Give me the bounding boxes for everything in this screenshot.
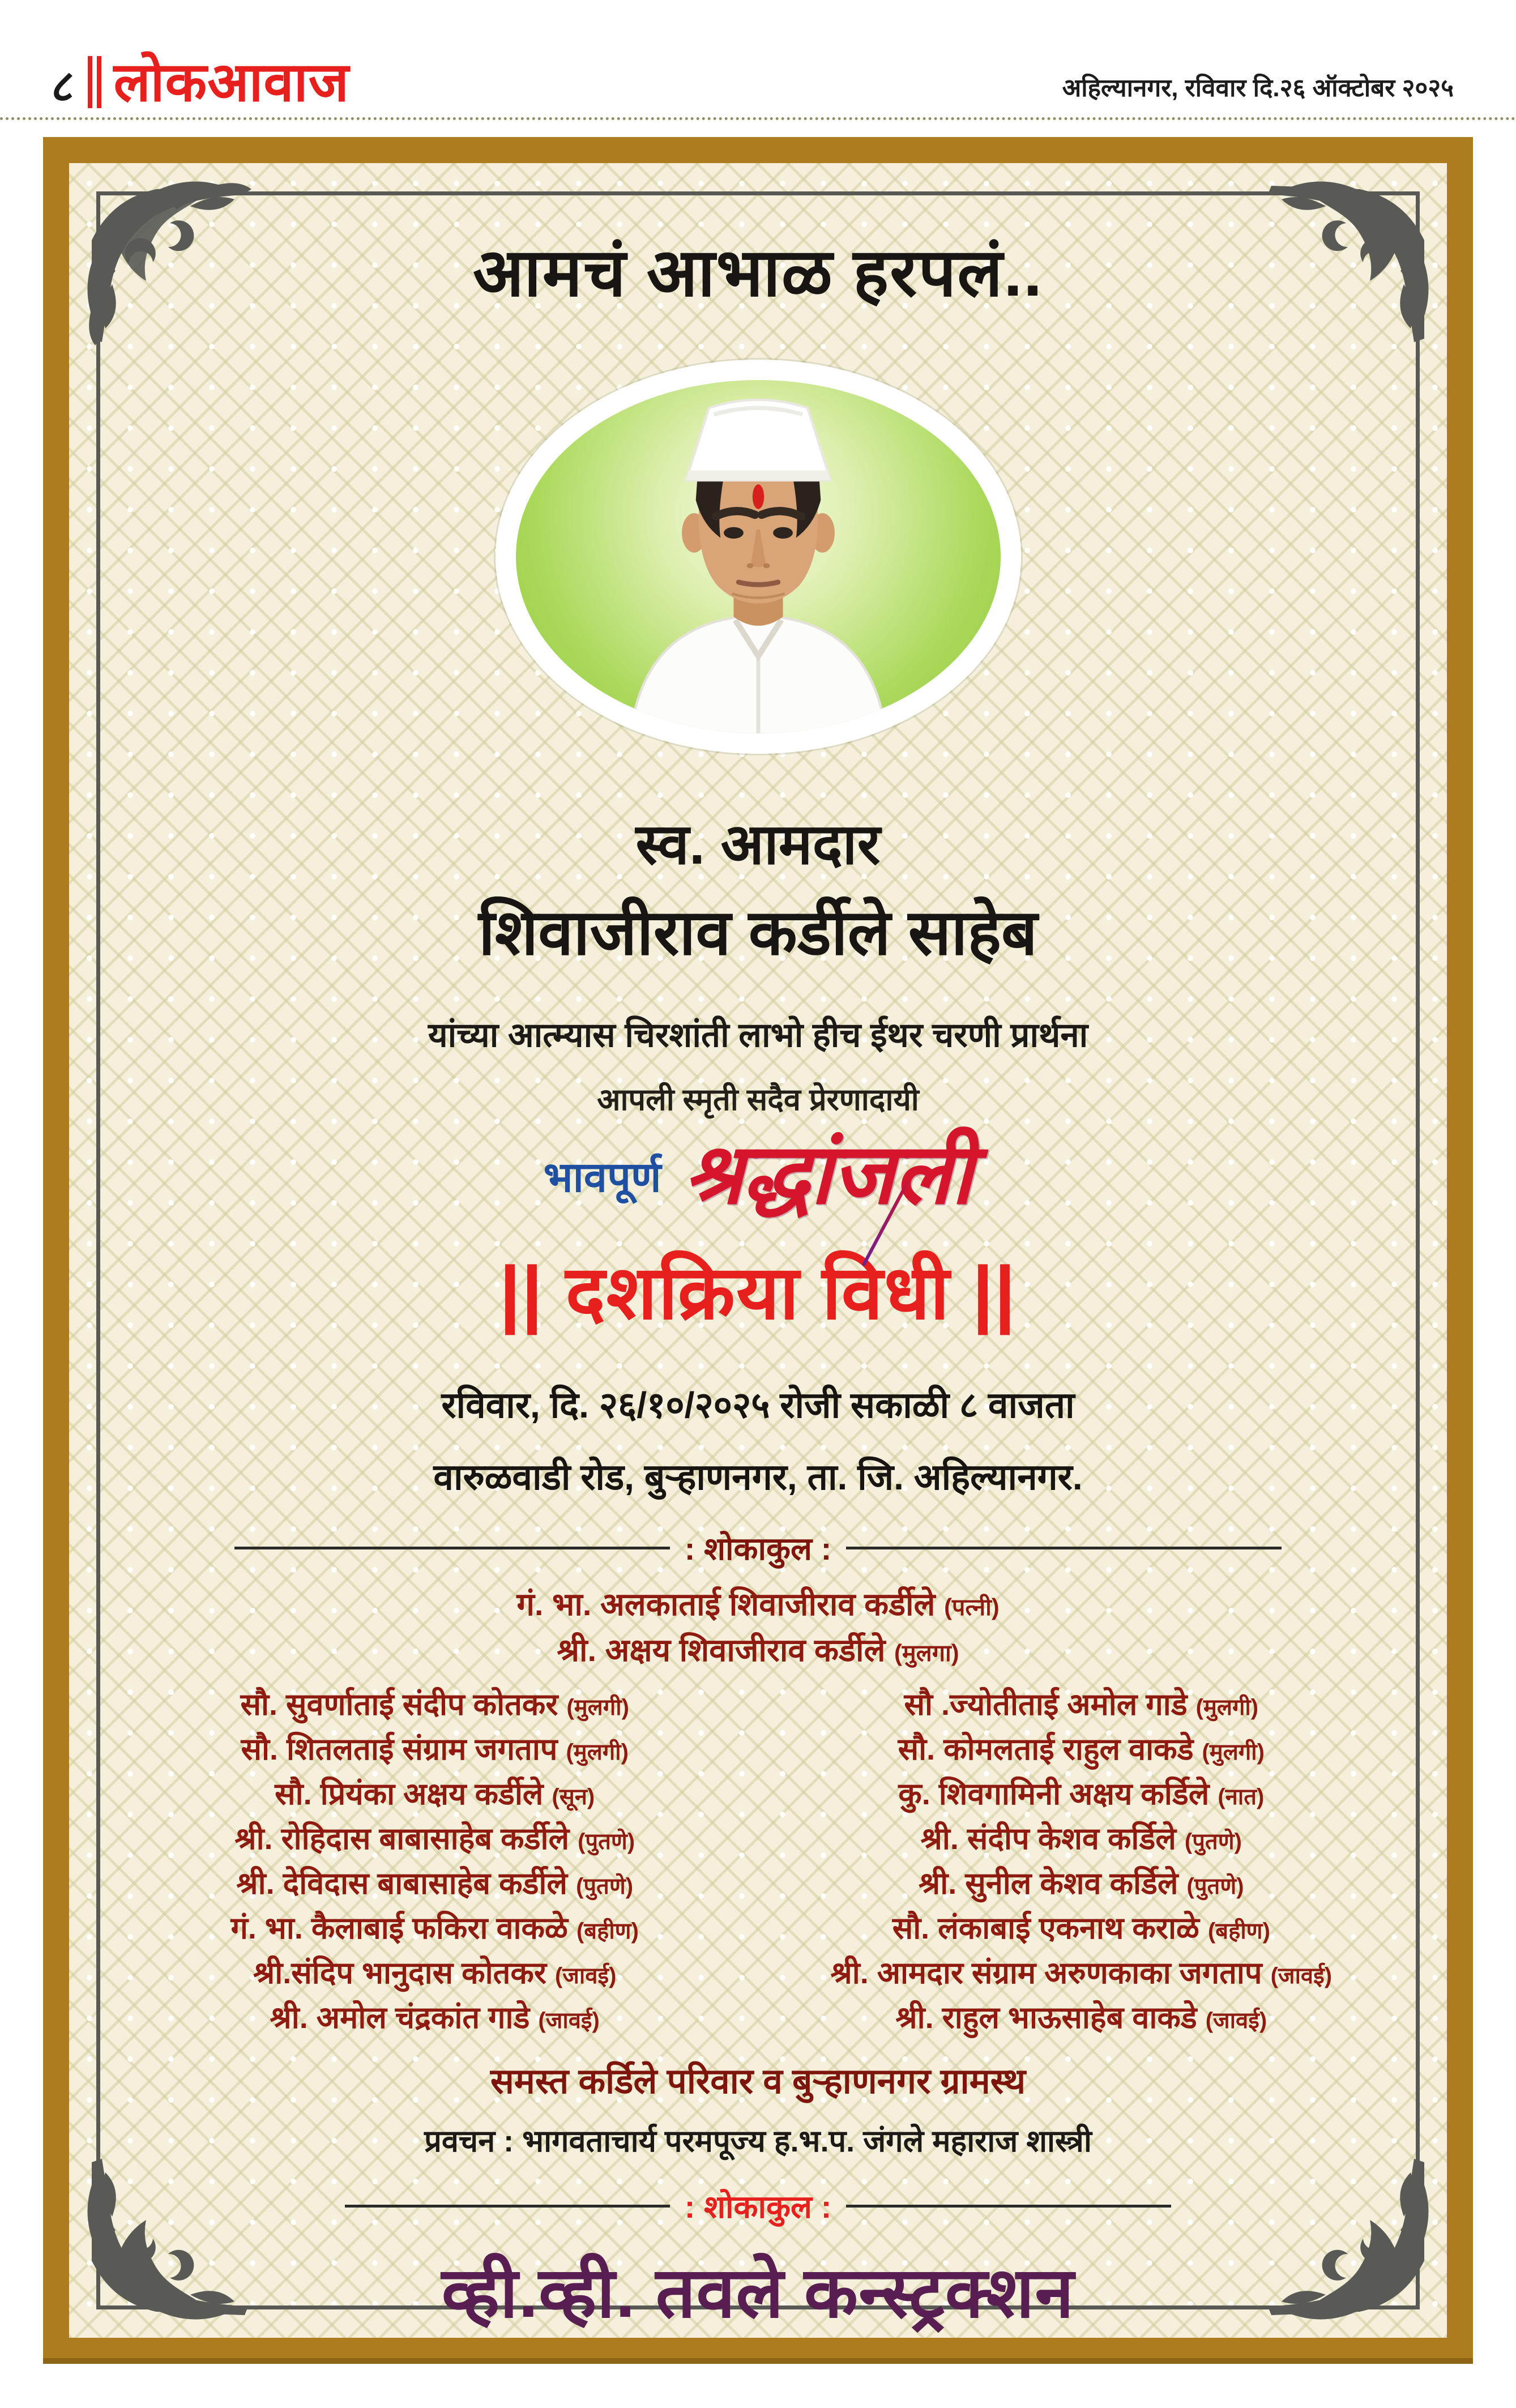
- mourner-relation: (पत्नी): [944, 1594, 1000, 1621]
- mourners-column-right: [771, 1684, 1392, 2042]
- mourner-name: सौ. लंकाबाई एकनाथ कराळे: [892, 1911, 1199, 1945]
- obituary-content: [69, 163, 1447, 2338]
- mourner-name: सौ. कोमलताई राहुल वाकडे: [898, 1732, 1194, 1766]
- mourner-relation: (जावई): [1270, 1963, 1333, 1988]
- mourner-name: श्री. देविदास बाबासाहेब कर्डीले: [236, 1867, 568, 1901]
- mourner-relation: (मुलगी): [566, 1695, 629, 1720]
- mourner-name: श्री. अमोल चंद्रकांत गाडे: [270, 2001, 530, 2035]
- mourner-name: श्री. संदीप केशव कर्डिले: [920, 1822, 1176, 1856]
- mourner-relation: (पुतणे): [1184, 1829, 1242, 1854]
- mourner-row: [124, 1818, 745, 1863]
- mourner-name: श्री. राहुल भाऊसाहेब वाकडे: [895, 2001, 1197, 2035]
- mourner-relation: (मुलगा): [894, 1640, 959, 1667]
- deceased-name: शिवाजीराव कर्डीले साहेब: [479, 897, 1037, 968]
- mourner-primary-row: [516, 1584, 999, 1625]
- mourner-name: गं. भा. अलकाताई शिवाजीराव कर्डीले: [516, 1586, 936, 1623]
- mourner-relation: (सून): [552, 1784, 595, 1809]
- mourner-row: [771, 1907, 1392, 1952]
- mourner-name: श्री. रोहिदास बाबासाहेब कर्डीले: [234, 1822, 570, 1856]
- mourner-name: श्री.संदिप भानुदास कोतकर: [253, 1956, 546, 1990]
- tribute-word: श्रद्धांजली: [684, 1129, 973, 1222]
- mourner-name: सौ. शितलताई संग्राम जगताप: [241, 1732, 558, 1766]
- mourner-relation: (बहीण): [576, 1919, 639, 1944]
- mourner-row: [124, 1728, 745, 1773]
- mourner-name: गं. भा. कैलाबाई फकिरा वाकळे: [230, 1911, 568, 1945]
- prayer-line: यांच्या आत्म्यास चिरशांती लाभो हीच ईथर चरणी प्रार्थना: [428, 1016, 1088, 1054]
- mourners-divider-top: [234, 1526, 1282, 1569]
- mourners-divider-bottom: [345, 2184, 1172, 2227]
- mourner-row: [771, 1684, 1392, 1728]
- mourner-name: कु. शिवगामिनी अक्षय कर्डिले: [898, 1777, 1210, 1811]
- mourner-row: [124, 1684, 745, 1728]
- deceased-portrait-photo: [496, 360, 1021, 754]
- schedule-datetime: रविवार, दि. २६/१०/२०२५ रोजी सकाळी ८ वाजता: [441, 1385, 1075, 1426]
- mourner-row: [124, 1773, 745, 1818]
- divider-rule: [846, 2205, 1171, 2208]
- mourner-name: श्री. अक्षय शिवाजीराव कर्डीले: [557, 1632, 886, 1668]
- mourner-relation: (जावई): [538, 2008, 600, 2033]
- divider-rule: [846, 1547, 1282, 1549]
- mourner-row: [771, 1728, 1392, 1773]
- mourner-name: श्री. आमदार संग्राम अरुणकाका जगताप: [830, 1956, 1262, 1990]
- mourner-name: सौ. प्रियंका अक्षय कर्डीले: [275, 1777, 544, 1811]
- schedule-venue: वारुळवाडी रोड, बुऱ्हाणनगर, ता. जि. अहिल्यानगर.: [433, 1457, 1083, 1498]
- mourner-relation: (मुलगी): [1195, 1695, 1259, 1720]
- obituary-board: [69, 163, 1447, 2338]
- mourner-relation: (जावई): [554, 1963, 617, 1988]
- mourner-row: [124, 1952, 745, 1997]
- family-signoff: समस्त कर्डिले परिवार व बुऱ्हाणनगर ग्रामस्थ: [490, 2062, 1026, 2101]
- mourner-relation: (मुलगी): [1202, 1740, 1265, 1765]
- pravachan-line: प्रवचन : भागवताचार्य परमपूज्य ह.भ.प. जंगले महाराज शास्त्री: [424, 2124, 1092, 2158]
- masthead: [0, 0, 1516, 120]
- mourner-relation: (पुतणे): [576, 1874, 634, 1899]
- masthead-left: [48, 52, 349, 113]
- tribute-banner: [543, 1129, 973, 1222]
- mourner-relation: (पुतणे): [578, 1829, 635, 1854]
- mourner-row: [124, 1907, 745, 1952]
- deceased-prefix: स्व. आमदार: [635, 813, 881, 877]
- mourner-relation: (नात): [1218, 1784, 1265, 1809]
- mourners-heading: : शोकाकुल :: [684, 1531, 832, 1567]
- tribute-prefix: भावपूर्ण: [543, 1154, 661, 1201]
- divider-rule: [345, 2205, 670, 2208]
- newspaper-logo: लोकआवाज: [113, 52, 349, 113]
- masthead-divider-bars: [88, 56, 101, 108]
- mourners-heading-bottom: : शोकाकुल :: [684, 2189, 832, 2225]
- gold-frame: [43, 137, 1473, 2364]
- portrait-illustration: [516, 380, 1001, 733]
- mourner-name: श्री. सुनील केशव कर्डिले: [919, 1867, 1178, 1901]
- mourner-relation: (पुतणे): [1186, 1874, 1244, 1899]
- headline: आमचं आभाळ हरपलं..: [473, 236, 1043, 310]
- mourner-row: [124, 1997, 745, 2042]
- mourner-row: [771, 1952, 1392, 1997]
- mourner-row: [771, 1818, 1392, 1863]
- mourner-name: सौ .ज्योतीताई अमोल गाडे: [904, 1688, 1188, 1722]
- sponsor-name: व्ही.व्ही. तवले कन्स्ट्रक्शन: [441, 2254, 1075, 2332]
- mourner-relation: (मुलगी): [566, 1740, 629, 1765]
- edition-dateline: अहिल्यानगर, रविवार दि.२६ ऑक्टोबर २०२५: [1062, 74, 1454, 102]
- divider-rule: [234, 1547, 670, 1549]
- mourner-row: [771, 1863, 1392, 1907]
- mourner-row: [771, 1997, 1392, 2042]
- mourner-row: [771, 1773, 1392, 1818]
- mourner-primary-row: [557, 1630, 959, 1671]
- mourners-column-left: [124, 1684, 745, 2042]
- mourner-name: सौ. सुवर्णाताई संदीप कोतकर: [240, 1688, 558, 1722]
- mourner-relation: (जावई): [1205, 2008, 1267, 2033]
- mourners-columns: [124, 1684, 1391, 2042]
- mourner-row: [124, 1863, 745, 1907]
- ritual-title: || दशक्रिया विधी ||: [499, 1251, 1017, 1335]
- memory-line: आपली स्मृती सदैव प्रेरणादायी: [597, 1083, 919, 1117]
- page-number: ८: [48, 61, 79, 111]
- mourner-relation: (बहीण): [1208, 1919, 1270, 1944]
